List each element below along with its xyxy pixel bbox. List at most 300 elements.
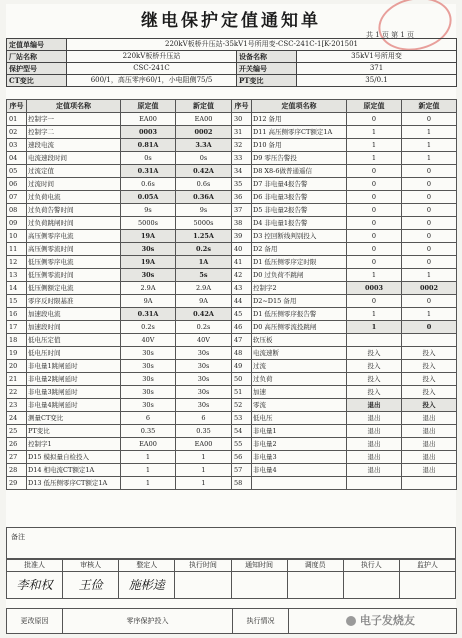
cell-old: 1 xyxy=(347,152,402,165)
cell-old: 退出 xyxy=(347,425,402,438)
cell-old: EA00 xyxy=(121,438,176,451)
cell-new: 退出 xyxy=(402,464,457,477)
cell-old: 30s xyxy=(121,399,176,412)
cell-no: 50 xyxy=(232,373,252,386)
cell-no: 03 xyxy=(7,139,27,152)
table-row xyxy=(7,334,457,347)
notice-no-label: 定值单编号 xyxy=(7,39,67,51)
cell-name: D14 相电流CT额定1A xyxy=(27,464,121,477)
signature xyxy=(175,572,231,599)
cell-new: 1 xyxy=(402,139,457,152)
cell-new: 投入 xyxy=(402,399,457,412)
cell-no: 47 xyxy=(232,334,252,347)
cell-no: 02 xyxy=(7,126,27,139)
table-row xyxy=(7,347,457,360)
cell-no: 40 xyxy=(232,243,252,256)
cell-no: 55 xyxy=(232,438,252,451)
cell-old: 1 xyxy=(347,308,402,321)
cell-name: D3 控回断线判别投入 xyxy=(252,230,347,243)
pt-ratio: 35/0.1 xyxy=(297,75,457,87)
table-row xyxy=(7,269,457,282)
cell-new xyxy=(402,477,457,490)
cell-no: 15 xyxy=(7,295,27,308)
cell-old: 30s xyxy=(121,386,176,399)
cell-old: 投入 xyxy=(347,360,402,373)
cell-old: 投入 xyxy=(347,386,402,399)
cell-old: 0.35 xyxy=(121,425,176,438)
cell-no: 05 xyxy=(7,165,27,178)
cell-old: 1 xyxy=(121,464,176,477)
table-row xyxy=(7,152,457,165)
cell-new: 0 xyxy=(402,243,457,256)
header-new-left: 新定值 xyxy=(176,100,232,113)
cell-no: 49 xyxy=(232,360,252,373)
sign-header: 监护人 xyxy=(399,560,455,572)
ct-ratio: 600/1，高压零序60/1，小电阻侧75/5 xyxy=(67,75,237,87)
table-row xyxy=(7,412,457,425)
cell-no: 54 xyxy=(232,425,252,438)
cell-old: EA00 xyxy=(121,113,176,126)
station-label: 厂站名称 xyxy=(7,51,67,63)
cell-old: 退出 xyxy=(347,438,402,451)
ct-label: CT变比 xyxy=(7,75,67,87)
cell-old: 0.05A xyxy=(121,191,176,204)
cell-new: 0.2s xyxy=(176,243,232,256)
cell-no: 25 xyxy=(7,425,27,438)
cell-old: 30s xyxy=(121,373,176,386)
cell-no: 53 xyxy=(232,412,252,425)
cell-name: 低压侧额定电流 xyxy=(27,282,121,295)
cell-new: 投入 xyxy=(402,386,457,399)
cell-old: 30s xyxy=(121,243,176,256)
cell-name: 低压侧零流时间 xyxy=(27,269,121,282)
cell-new: 5000s xyxy=(176,217,232,230)
cell-new: 0s xyxy=(176,152,232,165)
cell-no: 24 xyxy=(7,412,27,425)
cell-new: 退出 xyxy=(402,451,457,464)
cell-name: D0 高压侧零流投跳闸 xyxy=(252,321,347,334)
switch: 371 xyxy=(297,63,457,75)
cell-name: 测量CT变比 xyxy=(27,412,121,425)
exec-label: 执行情况 xyxy=(233,609,289,634)
cell-old: 0.6s xyxy=(121,178,176,191)
cell-old: 0 xyxy=(347,191,402,204)
header-no-right: 序号 xyxy=(232,100,252,113)
cell-old: 退出 xyxy=(347,464,402,477)
cell-no: 26 xyxy=(7,438,27,451)
cell-old: 0 xyxy=(347,178,402,191)
cell-name: 控制字二 xyxy=(27,126,121,139)
cell-name: 零流 xyxy=(252,399,347,412)
cell-name: 过流时间 xyxy=(27,178,121,191)
cell-old: 2.9A xyxy=(121,282,176,295)
cell-no: 12 xyxy=(7,256,27,269)
cell-name: 非电量1 xyxy=(252,425,347,438)
cell-new: 0.2s xyxy=(176,321,232,334)
cell-old: 1 xyxy=(347,269,402,282)
table-row xyxy=(7,386,457,399)
cell-new: 0.36A xyxy=(176,191,232,204)
cell-no: 35 xyxy=(232,178,252,191)
cell-old: 30s xyxy=(121,347,176,360)
table-row xyxy=(7,321,457,334)
cell-no: 33 xyxy=(232,152,252,165)
watermark-text: 电子发烧友 xyxy=(359,614,415,627)
remark-box xyxy=(6,527,456,559)
sign-header: 审核人 xyxy=(63,560,119,572)
switch-label: 开关编号 xyxy=(237,63,297,75)
model-label: 保护型号 xyxy=(7,63,67,75)
cell-name: D12 备用 xyxy=(252,113,347,126)
signature: 李和权 xyxy=(7,572,63,599)
change-reason: 零序保护投入 xyxy=(63,609,233,634)
header-name-left: 定值项名称 xyxy=(27,100,121,113)
cell-name: D9 零压告警投 xyxy=(252,152,347,165)
signature xyxy=(399,572,455,599)
cell-name: D8 X8-6做普通遥信 xyxy=(252,165,347,178)
sign-header: 执行人 xyxy=(343,560,399,572)
table-row xyxy=(7,126,457,139)
table-row xyxy=(7,425,457,438)
cell-no: 23 xyxy=(7,399,27,412)
cell-name: D13 低压侧零序CT额定1A xyxy=(27,477,121,490)
cell-name: 加速 xyxy=(252,386,347,399)
table-row xyxy=(7,178,457,191)
cell-name: D2~D15 备用 xyxy=(252,295,347,308)
cell-no: 46 xyxy=(232,321,252,334)
cell-no: 11 xyxy=(7,243,27,256)
notice-no: 220kV板桥升压站-35kV1号所用变-CSC-241C-1[K-201501 xyxy=(67,39,457,51)
cell-new: 0 xyxy=(402,178,457,191)
table-row xyxy=(7,230,457,243)
cell-old: 9A xyxy=(121,295,176,308)
table-row xyxy=(7,165,457,178)
cell-name: 加速段电流 xyxy=(27,308,121,321)
table-row xyxy=(7,308,457,321)
sign-header: 整定人 xyxy=(119,560,175,572)
cell-new: 1A xyxy=(176,256,232,269)
cell-new: 30s xyxy=(176,399,232,412)
cell-new: 1 xyxy=(176,477,232,490)
table-row xyxy=(7,204,457,217)
signature: 王俭 xyxy=(63,572,119,599)
cell-no: 14 xyxy=(7,282,27,295)
sign-header: 批准人 xyxy=(7,560,63,572)
table-header xyxy=(7,100,457,113)
cell-name: PT变比 xyxy=(27,425,121,438)
cell-new: 6 xyxy=(176,412,232,425)
cell-new: 0 xyxy=(402,165,457,178)
cell-no: 28 xyxy=(7,464,27,477)
station: 220kV板桥升压站 xyxy=(67,51,237,63)
header-old-left: 原定值 xyxy=(121,100,176,113)
table-row xyxy=(7,282,457,295)
cell-new: 退出 xyxy=(402,438,457,451)
cell-new: 退出 xyxy=(402,425,457,438)
cell-no: 30 xyxy=(232,113,252,126)
cell-name: 低电压定值 xyxy=(27,334,121,347)
cell-no: 48 xyxy=(232,347,252,360)
cell-name: 过负荷跳闸时间 xyxy=(27,217,121,230)
cell-name: 非电量4 xyxy=(252,464,347,477)
table-row xyxy=(7,217,457,230)
settings-table xyxy=(6,99,457,490)
cell-no: 52 xyxy=(232,399,252,412)
cell-new: 0.6s xyxy=(176,178,232,191)
cell-name: D4 非电量1报告警 xyxy=(252,217,347,230)
cell-new: EA00 xyxy=(176,113,232,126)
cell-name: 非电量2 xyxy=(252,438,347,451)
cell-name: D2 备用 xyxy=(252,243,347,256)
cell-name: 低电压 xyxy=(252,412,347,425)
cell-no: 04 xyxy=(7,152,27,165)
cell-new: 0 xyxy=(402,204,457,217)
cell-name: 电流速断 xyxy=(252,347,347,360)
cell-new: 0 xyxy=(402,256,457,269)
cell-name: 非电量3 xyxy=(252,451,347,464)
cell-old: 1 xyxy=(121,451,176,464)
cell-new: 0 xyxy=(402,321,457,334)
cell-old: 0 xyxy=(347,204,402,217)
table-row xyxy=(7,256,457,269)
cell-name: 低压侧零序电流 xyxy=(27,256,121,269)
table-row xyxy=(7,477,457,490)
cell-old: 退出 xyxy=(347,399,402,412)
cell-no: 27 xyxy=(7,451,27,464)
cell-old: 0003 xyxy=(121,126,176,139)
cell-no: 51 xyxy=(232,386,252,399)
pt-label: PT变比 xyxy=(237,75,297,87)
table-row xyxy=(7,451,457,464)
cell-name: 过流 xyxy=(252,360,347,373)
header-name-right: 定值项名称 xyxy=(252,100,347,113)
cell-new: 0 xyxy=(402,191,457,204)
cell-no: 56 xyxy=(232,451,252,464)
cell-new: 0002 xyxy=(402,282,457,295)
cell-no: 07 xyxy=(7,191,27,204)
cell-new: 5s xyxy=(176,269,232,282)
cell-old: 6 xyxy=(121,412,176,425)
cell-no: 41 xyxy=(232,256,252,269)
cell-no: 09 xyxy=(7,217,27,230)
cell-old: 0.31A xyxy=(121,165,176,178)
cell-name: D15 模拟量自检投入 xyxy=(27,451,121,464)
cell-no: 16 xyxy=(7,308,27,321)
cell-no: 43 xyxy=(232,282,252,295)
cell-no: 19 xyxy=(7,347,27,360)
device-label: 设备名称 xyxy=(237,51,297,63)
cell-no: 22 xyxy=(7,386,27,399)
cell-new: 投入 xyxy=(402,360,457,373)
cell-old: 投入 xyxy=(347,373,402,386)
signature xyxy=(287,572,343,599)
table-row xyxy=(7,464,457,477)
model: CSC-241C xyxy=(67,63,237,75)
page-number: 共 1 页 第 1 页 xyxy=(366,31,415,39)
cell-no: 58 xyxy=(232,477,252,490)
cell-no: 31 xyxy=(232,126,252,139)
cell-old: 0.31A xyxy=(121,308,176,321)
cell-new: 1 xyxy=(176,464,232,477)
cell-no: 29 xyxy=(7,477,27,490)
cell-new: 0 xyxy=(402,295,457,308)
sign-header: 通知时间 xyxy=(231,560,287,572)
cell-new: 30s xyxy=(176,386,232,399)
cell-old: 30s xyxy=(121,269,176,282)
table-row xyxy=(7,360,457,373)
cell-old: 0003 xyxy=(347,282,402,295)
cell-old: 退出 xyxy=(347,412,402,425)
cell-new: 1 xyxy=(402,152,457,165)
cell-no: 20 xyxy=(7,360,27,373)
remark-label: 备注 xyxy=(11,533,25,541)
cell-new: 1 xyxy=(402,269,457,282)
signature: 施彬逵 xyxy=(119,572,175,599)
cell-name: 非电量3跳闸延时 xyxy=(27,386,121,399)
cell-new: 3.3A xyxy=(176,139,232,152)
cell-name: 加速段时间 xyxy=(27,321,121,334)
cell-new: 9A xyxy=(176,295,232,308)
cell-no: 45 xyxy=(232,308,252,321)
cell-name: 非电量2跳闸延时 xyxy=(27,373,121,386)
notice-sheet xyxy=(6,4,456,634)
header-old-right: 原定值 xyxy=(347,100,402,113)
table-row xyxy=(7,139,457,152)
table-row xyxy=(7,191,457,204)
cell-new: EA00 xyxy=(176,438,232,451)
cell-old: 19A xyxy=(121,256,176,269)
cell-name: 控制字1 xyxy=(27,438,121,451)
cell-no: 08 xyxy=(7,204,27,217)
cell-new xyxy=(402,334,457,347)
cell-name xyxy=(252,477,347,490)
cell-name: 低电压时间 xyxy=(27,347,121,360)
cell-old: 1 xyxy=(347,321,402,334)
cell-name: D6 非电量3报告警 xyxy=(252,191,347,204)
cell-new: 40V xyxy=(176,334,232,347)
cell-new: 0.35 xyxy=(176,425,232,438)
info-table xyxy=(6,38,457,87)
cell-old: 退出 xyxy=(347,451,402,464)
cell-no: 42 xyxy=(232,269,252,282)
cell-name: 非电量4跳闸延时 xyxy=(27,399,121,412)
cell-no: 17 xyxy=(7,321,27,334)
cell-old: 30s xyxy=(121,360,176,373)
table-row xyxy=(7,113,457,126)
sign-header: 调度员 xyxy=(287,560,343,572)
cell-new: 投入 xyxy=(402,373,457,386)
cell-name: 高压侧零流时间 xyxy=(27,243,121,256)
cell-old: 0 xyxy=(347,295,402,308)
watermark xyxy=(346,612,415,628)
cell-name: 过负荷电流 xyxy=(27,191,121,204)
header-new-right: 新定值 xyxy=(402,100,457,113)
cell-name: 控制字2 xyxy=(252,282,347,295)
cell-name: D1 低压侧零序报告警 xyxy=(252,308,347,321)
cell-old: 1 xyxy=(347,139,402,152)
cell-old: 0 xyxy=(347,165,402,178)
cell-no: 34 xyxy=(232,165,252,178)
cell-new: 1 xyxy=(176,451,232,464)
cell-new: 投入 xyxy=(402,347,457,360)
cell-name: 过流定值 xyxy=(27,165,121,178)
device: 35kV1号所用变 xyxy=(297,51,457,63)
cell-old: 19A xyxy=(121,230,176,243)
table-row xyxy=(7,295,457,308)
cell-name: 电流速段时间 xyxy=(27,152,121,165)
signature-table xyxy=(6,559,456,599)
cell-no: 57 xyxy=(232,464,252,477)
cell-no: 38 xyxy=(232,217,252,230)
cell-new: 1 xyxy=(402,126,457,139)
cell-old xyxy=(347,477,402,490)
cell-no: 21 xyxy=(7,373,27,386)
cell-new: 30s xyxy=(176,373,232,386)
cell-old: 5000s xyxy=(121,217,176,230)
cell-new: 0 xyxy=(402,113,457,126)
cell-no: 36 xyxy=(232,191,252,204)
table-row xyxy=(7,399,457,412)
cell-new: 0 xyxy=(402,217,457,230)
cell-name: 零序反时限基准 xyxy=(27,295,121,308)
cell-name: 控制字一 xyxy=(27,113,121,126)
table-row xyxy=(7,243,457,256)
table-row xyxy=(7,438,457,451)
cell-name: D0 过负荷不跳闸 xyxy=(252,269,347,282)
cell-name: D10 备用 xyxy=(252,139,347,152)
watermark-logo-icon xyxy=(346,616,356,626)
cell-name: D5 非电量2报告警 xyxy=(252,204,347,217)
cell-new: 1.25A xyxy=(176,230,232,243)
cell-new: 30s xyxy=(176,347,232,360)
cell-new: 9s xyxy=(176,204,232,217)
cell-name: D7 非电量4报告警 xyxy=(252,178,347,191)
cell-no: 44 xyxy=(232,295,252,308)
cell-old: 0s xyxy=(121,152,176,165)
cell-name: 速段电流 xyxy=(27,139,121,152)
sign-header: 执行时间 xyxy=(175,560,231,572)
cell-old: 1 xyxy=(347,126,402,139)
cell-new: 1 xyxy=(402,308,457,321)
cell-old: 1 xyxy=(121,477,176,490)
table-row xyxy=(7,373,457,386)
cell-name: 非电量1跳闸延时 xyxy=(27,360,121,373)
cell-no: 18 xyxy=(7,334,27,347)
cell-old: 0 xyxy=(347,230,402,243)
cell-name: D1 低压侧零序定时限 xyxy=(252,256,347,269)
cell-no: 32 xyxy=(232,139,252,152)
cell-name: D11 高压侧零序CT额定1A xyxy=(252,126,347,139)
cell-new: 0.42A xyxy=(176,165,232,178)
cell-new: 0.42A xyxy=(176,308,232,321)
change-reason-label: 更改原因 xyxy=(7,609,63,634)
page-title: 继电保护定值通知单 xyxy=(141,11,321,31)
signature xyxy=(231,572,287,599)
cell-old: 投入 xyxy=(347,347,402,360)
cell-name: 高压侧零序电流 xyxy=(27,230,121,243)
cell-new: 0002 xyxy=(176,126,232,139)
cell-old: 0 xyxy=(347,243,402,256)
cell-no: 01 xyxy=(7,113,27,126)
cell-old: 0 xyxy=(347,217,402,230)
cell-old: 0.81A xyxy=(121,139,176,152)
cell-new: 0 xyxy=(402,230,457,243)
cell-name: 过负荷 xyxy=(252,373,347,386)
cell-no: 13 xyxy=(7,269,27,282)
cell-old: 0.2s xyxy=(121,321,176,334)
cell-no: 39 xyxy=(232,230,252,243)
cell-no: 06 xyxy=(7,178,27,191)
